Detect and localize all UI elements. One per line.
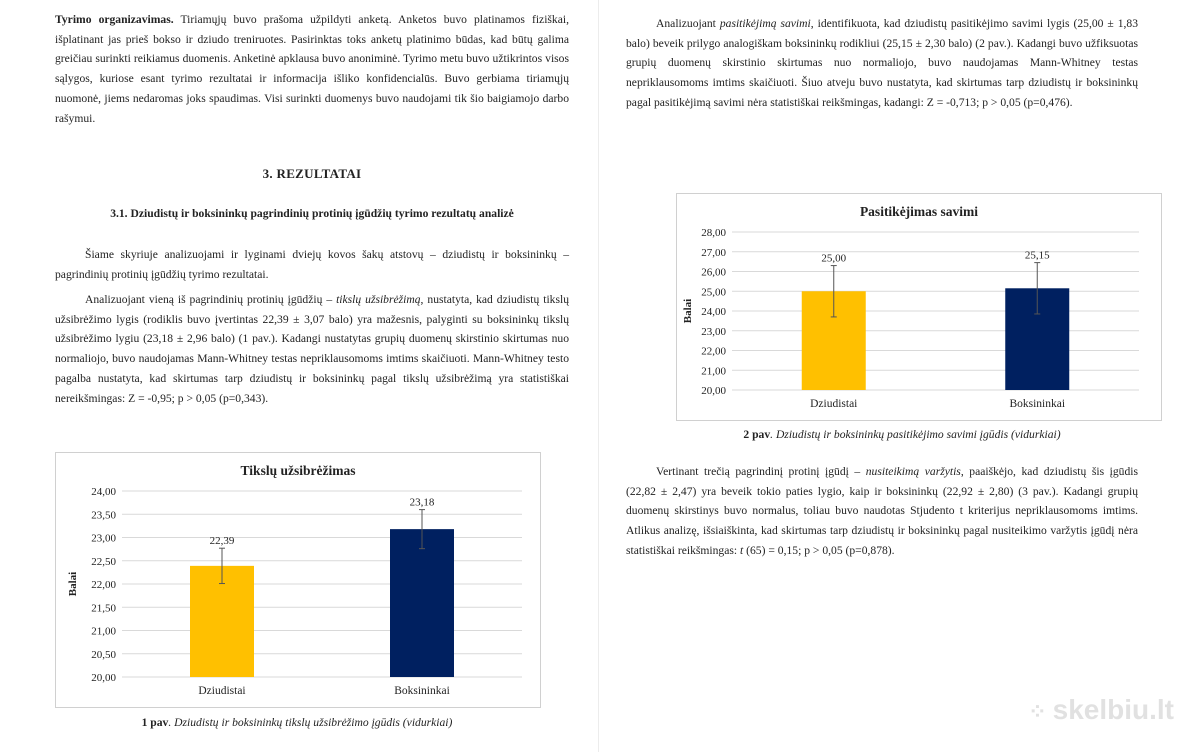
competition-paragraph [626, 462, 1138, 561]
y-tick-label: 28,00 [701, 227, 726, 239]
watermark [1028, 694, 1174, 726]
section-heading: 3. REZULTATAI [262, 166, 362, 181]
y-tick-label: 27,00 [701, 246, 726, 259]
y-tick-label: 24,00 [701, 306, 726, 318]
confidence-text-a: Analizuojant [656, 17, 720, 30]
y-tick-label: 25,00 [701, 286, 726, 299]
y-tick-label: 21,50 [91, 602, 116, 615]
subsection-heading: 3.1. Dziudistų ir boksininkų pagrindinių protinių įgūdžių tyrimo rezultatų analizė [110, 207, 514, 220]
data-label: 22,39 [209, 535, 235, 548]
category-label: Dziudistai [810, 398, 858, 410]
intro-paragraph: Šiame skyriuje analizuojami ir lyginami dviejų kovos šakų atstovų – dziudistų ir boksininkų – pagrindinių protinių įgūdžių tyrimo rezultatai. [55, 248, 569, 281]
y-tick-label: 20,00 [91, 672, 116, 684]
competition-text-b: , paaiškėjo, kad dziudistų šis įgūdis (22,82 ± 2,47) yra beveik tokio paties lygio, kaip ir boksininkų (22,92 ± 2,80) (3 pav.). Kadangi grupių duomenų skirstinys buvo normalus, toliau buvo naudotas Stjudento t kriterijus nepriklausomoms imtims. Atlikus analizę, išsiaiškinta, kad skirtumas tarp dziudistų ir boksininkų pagal nusiteikimo varžytis įgūdį nėra statistiškai reikšmingas: [626, 465, 1138, 557]
organization-paragraph [55, 10, 569, 128]
y-tick-label: 23,00 [91, 532, 116, 545]
y-tick-label: 24,00 [91, 486, 116, 498]
category-label: Dziudistai [198, 685, 246, 697]
chart-goal-setting [55, 452, 541, 708]
competition-t-symbol: t [740, 543, 744, 557]
y-tick-label: 22,50 [91, 555, 116, 568]
competition-term: nusiteikimą varžytis [865, 465, 961, 478]
y-tick-label: 20,50 [91, 648, 116, 661]
category-label: Boksininkai [394, 685, 450, 697]
competition-text-a: Vertinant trečią pagrindinį protinį įgūdį – [656, 465, 866, 478]
goal-term: tikslų užsibrėžimą [336, 293, 421, 306]
confidence-paragraph [626, 14, 1138, 113]
category-label: Boksininkai [1009, 398, 1066, 410]
watermark-text: skelbiu.lt [1052, 694, 1174, 725]
y-tick-label: 20,00 [701, 385, 726, 397]
goal-text-b: , nustatyta, kad dziudistų tikslų užsibrėžimo lygis (rodiklis buvo įvertintas 22,39 ± 3,07 balo) yra mažesnis, palyginti su boksininkų tikslų užsibrėžimo lygiu (23,18 ± 2,96 balo) (1 pav.). Kadangi nustatytas grupių duomenų skirstinio skirtumas nuo normaliojo, buvo naudojamas Mann-Whitney testas nepriklausomoms imtims skaičiuoti. Mann-Whitney testo pagalba nustatyta, kad skirtumas tarp dziudistų ir boksininkų pagal tikslų užsibrėžimą yra statistiškai nereikšmingas: Z = -0,95; p > 0,05 (p=0,343). [55, 293, 569, 405]
organization-label: Tyrimo organizavimas. [55, 13, 174, 26]
data-label: 25,15 [1024, 249, 1050, 262]
bar-boksininkai [390, 529, 454, 677]
data-label: 25,00 [821, 252, 847, 265]
y-tick-label: 21,00 [701, 365, 726, 378]
y-tick-label: 23,50 [91, 509, 116, 522]
y-axis-label: Balai [67, 571, 79, 597]
y-tick-label: 22,00 [701, 345, 726, 358]
caption-figure-2 [660, 428, 1144, 441]
y-axis-label: Balai [682, 298, 694, 324]
chart-goal-setting-svg [56, 453, 540, 707]
organization-text: Tiriamųjų buvo prašoma užpildyti anketą. Anketos buvo platinamos fiziškai, išplatinant jas prieš bokso ir dziudo treniruotes. Pasirinktas toks anketų platinimo būdas, kad būtų galima greičiau surinkti reikiamus duomenis. Anketinė apklausa buvo anoniminė. Tyrimo metu buvo užtikrintos visos sąlygos, kuriose esant tyrimo rezultatai ir informacija išliko konfidencialūs. Buvo gerbiama tiriamųjų nuomonė, jiems nedaromas joks spaudimas. Visi surinkti duomenys buvo naudojami tik šio baigiamojo darbo rašymui. [55, 13, 569, 125]
chart-title: Tikslų užsibrėžimas [240, 463, 356, 478]
data-label: 23,18 [409, 496, 435, 509]
caption-figure-1 [55, 716, 539, 729]
competition-text-c: (65) = 0,15; p > 0,05 (p=0,878). [743, 543, 895, 557]
y-tick-label: 22,00 [91, 579, 116, 591]
dots-logo-icon: ⁘ [1028, 699, 1047, 724]
caption-2-text: . Dziudistų ir boksininkų pasitikėjimo savimi įgūdis (vidurkiai) [770, 428, 1061, 441]
confidence-term: pasitikėjimą savimi [719, 17, 811, 30]
caption-1-number: 1 pav [141, 716, 169, 729]
goal-setting-paragraph [55, 290, 569, 408]
confidence-text-b: , identifikuota, kad dziudistų pasitikėjimo savimi lygis (25,00 ± 1,83 balo) beveik prilygo analogiškam boksininkų rodikliui (25,15 ± 2,30 balo) (2 pav.). Kadangi buvo užfiksuotas grupių duomenų skirstinio skirtumas nuo normaliojo, buvo naudojamas Mann-Whitney testas nepriklausomoms imtims skaičiuoti. Šiuo atveju buvo nustatyta, kad skirtumas tarp dziudistų ir boksininkų pagal pasitikėjimą savimi nėra statistiškai reikšmingas, kadangi: Z = -0,713; p > 0,05 (p=0,476). [626, 17, 1139, 109]
y-tick-label: 21,00 [91, 625, 116, 638]
chart-self-confidence-svg [677, 194, 1161, 420]
chart-self-confidence [676, 193, 1162, 421]
caption-1-text: . Dziudistų ir boksininkų tikslų užsibrėžimo įgūdis (vidurkiai) [168, 716, 453, 729]
page-divider [598, 0, 599, 752]
goal-text-a: Analizuojant vieną iš pagrindinių protinių įgūdžių – [85, 293, 337, 306]
y-tick-label: 23,00 [701, 325, 726, 338]
y-tick-label: 26,00 [701, 266, 726, 279]
chart-title: Pasitikėjimas savimi [859, 204, 979, 219]
caption-2-number: 2 pav [743, 428, 771, 441]
